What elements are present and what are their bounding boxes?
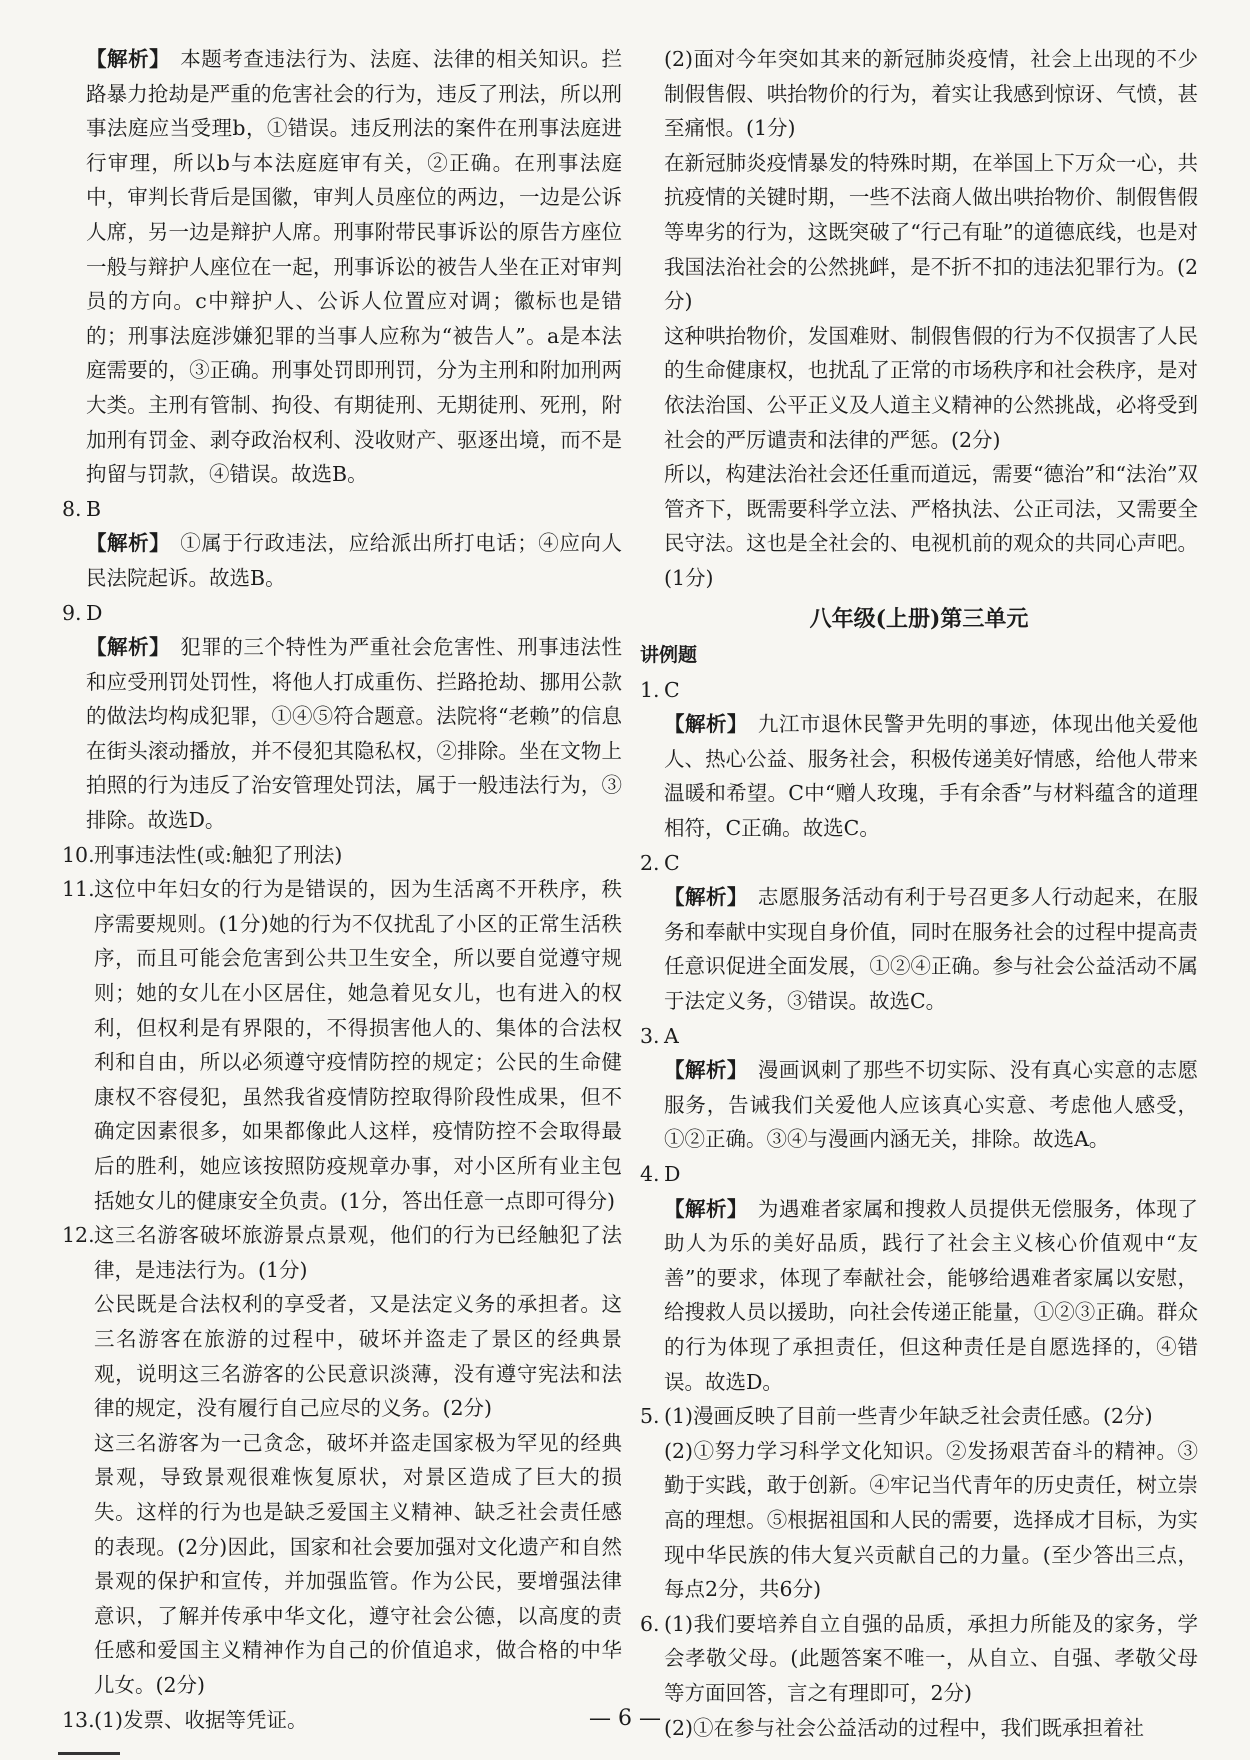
analysis-tag: 【解析】 bbox=[86, 635, 171, 660]
q4-number: 4. bbox=[640, 1162, 660, 1186]
item8 bbox=[62, 492, 622, 527]
right-column bbox=[640, 42, 1198, 1745]
unit-title: 八年级(上册)第三单元 bbox=[809, 605, 1029, 632]
q6-p1: (1)我们要培养自立自强的品质，承担力所能及的家务，学会孝敬父母。(此题答案不唯一，从自立、自强、孝敬父母等方面回答，言之有理即可，2分) bbox=[664, 1611, 1198, 1705]
right-p1: (2)面对今年突如其来的新冠肺炎疫情，社会上出现的不少制假售假、哄抬物价的行为，着实让我感到惊讶、气愤，甚至痛恨。(1分) bbox=[664, 47, 1198, 141]
item12 bbox=[62, 1218, 622, 1287]
q2 bbox=[640, 846, 1198, 881]
item12-para2 bbox=[62, 1287, 622, 1425]
right-p4: 所以，构建法治社会还任重而道远，需要“德治”和“法治”双管齐下，既需要科学立法、严格执法、公正司法，又需要全民守法。这也是全社会的、电视机前的观众的共同心声吧。(1分) bbox=[664, 462, 1198, 590]
item9-analysis bbox=[62, 630, 622, 838]
item9 bbox=[62, 596, 622, 631]
footer-rule bbox=[58, 1752, 120, 1755]
q6-part2: (2)①在参与社会公益活动的过程中，我们既承担着社 bbox=[664, 1715, 1145, 1740]
q5 bbox=[640, 1399, 1198, 1434]
analysis-tag: 【解析】 bbox=[86, 47, 171, 71]
item11-number: 11. bbox=[62, 877, 95, 902]
analysis-tag: 【解析】 bbox=[664, 1196, 748, 1221]
item12-p2: 公民既是合法权利的享受者，又是法定义务的承担者。这三名游客在旅游的过程中，破坏并盗走了景区的经典景观，说明这三名游客的公民意识淡薄，没有遵守宪法和法律的规定，没有履行自己应尽的义务。(2分) bbox=[94, 1292, 622, 1421]
item8-number: 8. bbox=[62, 496, 82, 521]
item9-number: 9. bbox=[62, 600, 82, 625]
q1-answer: C bbox=[664, 677, 680, 702]
item12-p1: 这三名游客破坏旅游景点景观，他们的行为已经触犯了法律，是违法行为。(1分) bbox=[94, 1223, 622, 1282]
q2-answer: C bbox=[664, 850, 680, 875]
q2-analysis-text: 志愿服务活动有利于号召更多人行动起来，在服务和奉献中实现自身价值，同时在服务社会的过程中提高责任意识促进全面发展，①②④正确。参与社会公益活动不属于法定义务，③错误。故选C。 bbox=[664, 885, 1199, 1014]
item7-analysis bbox=[62, 42, 622, 492]
item12-p3: 这三名游客为一己贪念，破坏并盗走国家极为罕见的经典景观，导致景观很难恢复原状，对景区造成了巨大的损失。这样的行为也是缺乏爱国主义精神、缺乏社会责任感的表现。(2分)因此，国家和社会要加强对文化遗产和自然景观的保护和宣传，并加强监管。作为公民，要增强法律意识，了解并传承中华文化，遵守社会公德，以高度的责任感和爱国主义精神作为自己的价值追求，做合格的中华儿女。(2分) bbox=[94, 1430, 622, 1697]
item7-analysis-text: 本题考查违法行为、法庭、法律的相关知识。拦路暴力抢劫是严重的危害社会的行为，违反了刑法，所以刑事法庭应当受理b，①错误。违反刑法的案件在刑事法庭进行审理，所以b与本法庭庭审有关，②正确。在刑事法庭中，审判长背后是国徽，审判人员座位的两边，一边是公诉人席，另一边是辩护人席。刑事附带民事诉讼的原告方座位一般与辩护人座位在一起，刑事诉讼的被告人坐在正对审判员的方向。c中辩护人、公诉人位置应对调；徽标也是错的；刑事法庭涉嫌犯罪的当事人应称为“被告人”。a是本法庭需要的，③正确。刑事处罚即刑罚，分为主刑和附加刑两大类。主刑有管制、拘役、有期徒刑、无期徒刑、死刑，附加刑有罚金、剥夺政治权利、没收财产、驱逐出境，而不是拘留与罚款，④错误。故选B。 bbox=[86, 47, 622, 487]
q6 bbox=[640, 1607, 1198, 1711]
left-column bbox=[62, 42, 622, 1737]
q4-answer: D bbox=[664, 1162, 681, 1186]
q3-analysis-text: 漫画讽刺了那些不切实际、没有真心实意的志愿服务，告诫我们关爱他人应该真心实意、考虑他人感受，①②正确。③④与漫画内涵无关，排除。故选A。 bbox=[664, 1058, 1199, 1152]
item13-text: (1)发票、收据等凭证。 bbox=[94, 1707, 308, 1732]
q3-number: 3. bbox=[640, 1023, 660, 1048]
q3-answer: A bbox=[664, 1023, 679, 1048]
analysis-tag: 【解析】 bbox=[664, 712, 748, 737]
right-p2: 在新冠肺炎疫情暴发的特殊时期，在举国上下万众一心，共抗疫情的关键时期，一些不法商人做出哄抬物价、制假售假等卑劣的行为，这既突破了“行己有耻”的道德底线，也是对我国法治社会的公然挑衅，是不折不扣的违法犯罪行为。(2分) bbox=[664, 150, 1198, 314]
q1-number: 1. bbox=[640, 677, 660, 702]
q5-p1: (1)漫画反映了目前一些青少年缺乏社会责任感。(2分) bbox=[664, 1404, 1153, 1429]
item13-number: 13. bbox=[62, 1707, 95, 1732]
q5-number: 5. bbox=[640, 1404, 660, 1429]
q4 bbox=[640, 1157, 1198, 1192]
item12-para3 bbox=[62, 1426, 622, 1703]
analysis-tag: 【解析】 bbox=[664, 1058, 748, 1083]
analysis-tag: 【解析】 bbox=[664, 885, 748, 910]
item12-number: 12. bbox=[62, 1223, 95, 1248]
q3-analysis bbox=[640, 1053, 1198, 1157]
item11 bbox=[62, 872, 622, 1218]
right-p3: 这种哄抬物价，发国难财、制假售假的行为不仅损害了人民的生命健康权，也扰乱了正常的市场秩序和社会秩序，是对依法治国、公平正义及人道主义精神的公然挑战，必将受到社会的严厉谴责和法律的严惩。(2分) bbox=[664, 323, 1198, 452]
q6-number: 6. bbox=[640, 1611, 660, 1636]
analysis-tag: 【解析】 bbox=[86, 531, 171, 556]
section-label: 讲例题 bbox=[640, 644, 698, 667]
item11-text: 这位中年妇女的行为是错误的，因为生活离不开秩序，秩序需要规则。(1分)她的行为不仅扰乱了小区的正常生活秩序，而且可能会危害到公共卫生安全，所以要自觉遵守规则；她的女儿在小区居住，她急着见女儿，也有进入的权利，但权利是有界限的，不得损害他人的、集体的合法权利和自由，所以必须遵守疫情防控的规定；公民的生命健康权不容侵犯，虽然我省疫情防控取得阶段性成果，但不确定因素很多，如果都像此人这样，疫情防控不会取得最后的胜利，她应该按照防疫规章办事，对小区所有业主包括她女儿的健康安全负责。(1分，答出任意一点即可得分) bbox=[94, 877, 622, 1213]
q1 bbox=[640, 673, 1198, 708]
item8-answer: B bbox=[86, 496, 102, 521]
q1-analysis bbox=[640, 707, 1198, 845]
q4-analysis-text: 为遇难者家属和搜救人员提供无偿服务，体现了助人为乐的美好品质，践行了社会主义核心价值观中“友善”的要求，体现了奉献社会，能够给遇难者家属以安慰，给搜救人员以援助，向社会传递正能量，①②③正确。群众的行为体现了承担责任，但这种责任是自愿选择的，④错误。故选D。 bbox=[664, 1196, 1199, 1394]
q4-analysis bbox=[640, 1192, 1198, 1400]
q1-analysis-text: 九江市退休民警尹先明的事迹，体现出他关爱他人、热心公益、服务社会，积极传递美好情感，给他人带来温暖和希望。C中“赠人玫瑰，手有余香”与材料蕴含的道理相符，C正确。故选C。 bbox=[664, 712, 1199, 841]
item8-analysis bbox=[62, 526, 622, 595]
page-number: — 6 — bbox=[589, 1706, 661, 1731]
q5-part2: (2)①努力学习科学文化知识。②发扬艰苦奋斗的精神。③勤于实践，敢于创新。④牢记当代青年的历史责任，树立崇高的理想。⑤根据祖国和人民的需要，选择成才目标，为实现中华民族的伟大复兴贡献自己的力量。(至少答出三点，每点2分，共6分) bbox=[664, 1438, 1198, 1602]
q2-number: 2. bbox=[640, 850, 660, 875]
q2-analysis bbox=[640, 880, 1198, 1018]
item8-analysis-text: ①属于行政违法，应给派出所打电话；④应向人民法院起诉。故选B。 bbox=[86, 531, 622, 590]
item10-number: 10. bbox=[62, 842, 95, 867]
item10-text: 刑事违法性(或:触犯了刑法) bbox=[94, 842, 343, 867]
q3 bbox=[640, 1019, 1198, 1054]
item10 bbox=[62, 838, 622, 873]
item9-answer: D bbox=[86, 600, 103, 625]
item9-analysis-text: 犯罪的三个特性为严重社会危害性、刑事违法性和应受刑罚处罚性，将他人打成重伤、拦路抢劫、挪用公款的做法均构成犯罪，①④⑤符合题意。法院将“老赖”的信息在街头滚动播放，并不侵犯其隐私权，②排除。坐在文物上拍照的行为违反了治安管理处罚法，属于一般违法行为，③排除。故选D。 bbox=[86, 635, 622, 833]
